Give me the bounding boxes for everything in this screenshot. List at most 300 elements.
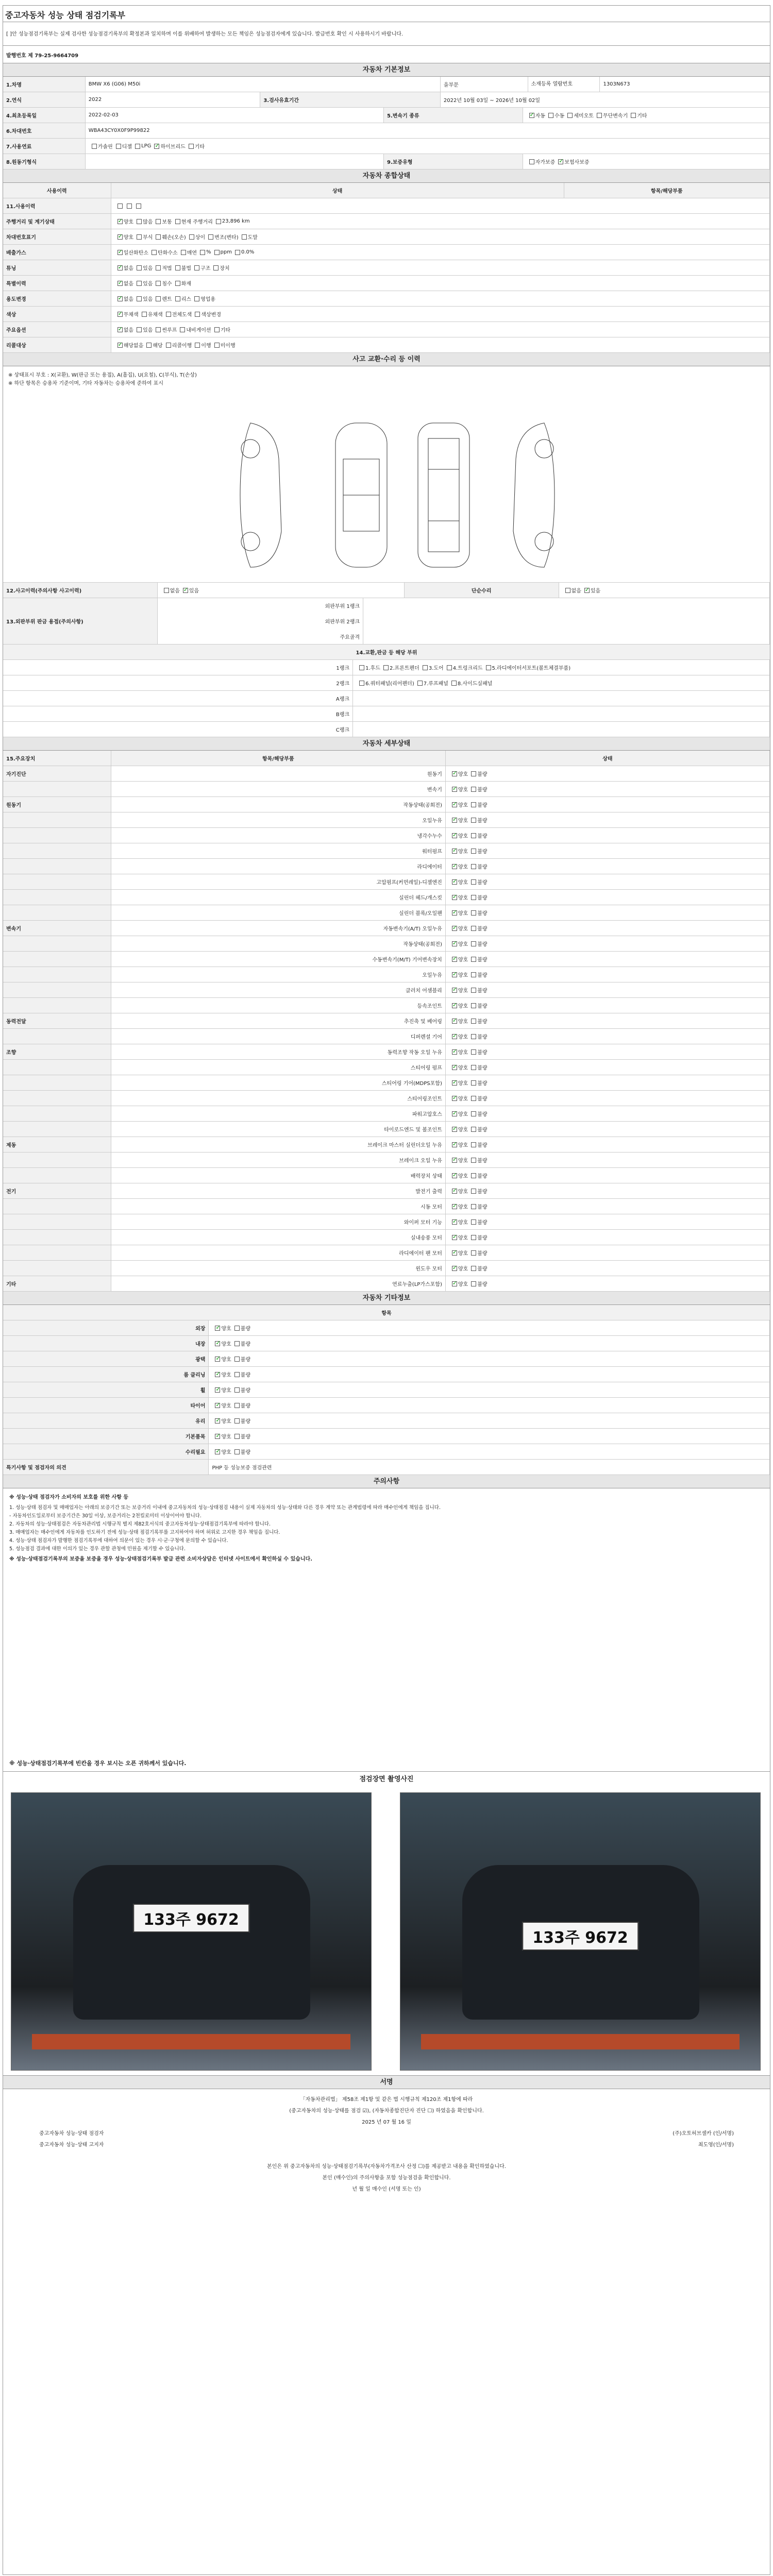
detail-group: 변속기 xyxy=(3,921,111,936)
general-row xyxy=(3,260,770,276)
status-label: 불량 xyxy=(477,1205,488,1210)
checkbox-icon xyxy=(471,1127,476,1132)
part-label: 2.프론트펜더 xyxy=(389,666,419,671)
col-state: 상태 xyxy=(111,183,564,198)
option-label: 미이행 xyxy=(220,343,236,349)
other-label: 수리필요 xyxy=(3,1444,209,1459)
checkbox-icon xyxy=(565,588,570,593)
caution-line: 5. 성능점검 결과에 대한 이의가 있는 경우 관할 관청에 민원을 제기할 수 있습니다. xyxy=(9,1546,186,1552)
rank-parts xyxy=(353,722,770,737)
other-options xyxy=(209,1320,770,1335)
col-part: 항목/해당부품 xyxy=(564,183,770,198)
opt: 기타 xyxy=(194,144,205,150)
option-label: 불량 xyxy=(240,1450,251,1455)
signature-block xyxy=(3,2089,770,2223)
checkbox-icon xyxy=(452,988,457,993)
photo-rear xyxy=(400,1792,761,2071)
car-bottom-icon xyxy=(405,418,482,572)
status-label: 양호 xyxy=(458,803,468,808)
other-options xyxy=(209,1382,770,1397)
detail-status xyxy=(446,1013,770,1028)
status-label: 불량 xyxy=(477,1266,488,1272)
detail-row xyxy=(3,1075,770,1091)
section-sign: 서명 xyxy=(3,2076,770,2089)
other-label: 외장 xyxy=(3,1320,209,1335)
checkbox-icon xyxy=(215,1372,220,1377)
checkbox-icon xyxy=(452,864,457,869)
option-label: 양호 xyxy=(221,1357,231,1363)
sign-date: 2025 년 07 월 16 일 xyxy=(362,2120,411,2125)
status-label: 양호 xyxy=(458,787,468,793)
status-label: 양호 xyxy=(458,895,468,901)
option-label: 양호 xyxy=(221,1450,231,1455)
checkbox-icon xyxy=(452,771,457,776)
status-label: 불량 xyxy=(477,1220,488,1226)
detail-row xyxy=(3,1091,770,1106)
checkbox-icon xyxy=(471,972,476,977)
detail-group xyxy=(3,1199,111,1214)
option-label: 없음 xyxy=(123,297,134,302)
other-row xyxy=(3,1336,770,1351)
section-accident: 사고 교환·수리 등 이력 xyxy=(3,353,770,366)
photo-row xyxy=(3,1787,770,2076)
status-label: 양호 xyxy=(458,973,468,978)
sign-line: 본인은 위 중고자동차의 성능·상태점검기록부(자동차가격조사 산정 ☐)를 제공받고 내용을 확인하였습니다. xyxy=(267,2164,506,2170)
checkbox-icon xyxy=(471,1111,476,1116)
option-label: 해당 xyxy=(153,343,163,349)
option-label: 없음 xyxy=(123,281,134,287)
status-label: 불량 xyxy=(477,1235,488,1241)
detail-row xyxy=(3,967,770,982)
checkbox-icon xyxy=(117,234,123,240)
row-accident-history xyxy=(3,583,770,598)
checkbox-icon xyxy=(215,1434,220,1439)
checkbox-icon xyxy=(234,1326,240,1331)
detail-group xyxy=(3,998,111,1013)
checkbox-icon xyxy=(471,1173,476,1178)
option-label: 썬루프 xyxy=(162,328,177,333)
status-label: 불량 xyxy=(477,1065,488,1071)
checkbox-icon xyxy=(183,588,188,593)
parts-title: 14.교환,판금 등 해당 부위 xyxy=(356,650,417,656)
detail-row xyxy=(3,1153,770,1168)
detail-status xyxy=(446,890,770,905)
other-options xyxy=(209,1351,770,1366)
checkbox-icon xyxy=(452,1049,457,1055)
checkbox-icon xyxy=(234,1403,240,1408)
detail-group xyxy=(3,859,111,874)
label-simple-repair: 단순수리 xyxy=(405,583,559,598)
checkbox-icon xyxy=(164,588,169,593)
car-side-left-icon xyxy=(220,418,297,572)
option-label: % xyxy=(206,249,211,255)
option-label: 없음 xyxy=(123,266,134,272)
rank-row xyxy=(3,691,770,706)
detail-group: 조향 xyxy=(3,1044,111,1059)
detail-item: 시동 모터 xyxy=(111,1199,446,1214)
status-label: 불량 xyxy=(477,1251,488,1257)
checkbox-icon xyxy=(471,1266,476,1271)
checkbox-icon xyxy=(471,941,476,946)
notifier-label: 중고자동차 성능·상태 고지자 xyxy=(39,2142,104,2148)
general-label: 배출가스 xyxy=(3,245,111,260)
detail-group xyxy=(3,1168,111,1183)
row-special xyxy=(3,1460,770,1475)
checkbox-icon xyxy=(452,1096,457,1101)
opt: 없음 xyxy=(571,588,581,594)
other-options xyxy=(209,1336,770,1351)
col-item: 항목 xyxy=(381,1311,392,1316)
other-options xyxy=(209,1444,770,1459)
general-rows xyxy=(3,198,770,353)
option-label: 양호 xyxy=(221,1326,231,1332)
detail-row xyxy=(3,1245,770,1261)
detail-group xyxy=(3,1091,111,1106)
opt: LPG xyxy=(141,143,152,149)
checkbox-icon xyxy=(471,818,476,823)
damage-diagram xyxy=(3,366,770,583)
other-label: 휠 xyxy=(3,1382,209,1397)
section-detail: 자동차 세부상태 xyxy=(3,737,770,751)
option-label: 양호 xyxy=(221,1388,231,1394)
checkbox-icon xyxy=(558,159,563,164)
status-label: 양호 xyxy=(458,1004,468,1009)
label-reg: 을부문 xyxy=(441,77,528,92)
rank-label: 1랭크 xyxy=(3,660,353,675)
checkbox-icon xyxy=(529,159,534,164)
checkbox-icon xyxy=(471,879,476,885)
status-label: 불량 xyxy=(477,1050,488,1056)
detail-item: 냉각수누수 xyxy=(111,828,446,843)
status-label: 양호 xyxy=(458,911,468,917)
checkbox-icon xyxy=(452,895,457,900)
legend-line: ※ 하단 항목은 승용차 기준이며, 기타 자동차는 승용차에 준하여 표시 xyxy=(8,381,163,386)
other-label: 유리 xyxy=(3,1413,209,1428)
detail-group xyxy=(3,1106,111,1121)
document-number: 발행번호 제 79-25-9664709 xyxy=(3,46,770,63)
option-label: 변조(변타) xyxy=(214,235,239,241)
other-options xyxy=(209,1398,770,1413)
checkbox-icon xyxy=(156,265,161,270)
general-row xyxy=(3,229,770,245)
detail-item: 수동변속기(M/T) 기어변속장치 xyxy=(111,952,446,967)
rank-parts xyxy=(353,691,770,706)
status-label: 양호 xyxy=(458,834,468,839)
photo-front xyxy=(11,1792,372,2071)
other-row xyxy=(3,1398,770,1413)
general-label: 주요옵션 xyxy=(3,322,111,337)
detail-rows xyxy=(3,766,770,1292)
detail-group xyxy=(3,1153,111,1167)
sign-line: 본인 (매수인)의 주의사항을 포함 성능점검을 확인합니다. xyxy=(322,2175,451,2181)
status-label: 불량 xyxy=(477,1174,488,1179)
row-model xyxy=(3,77,770,92)
checkbox-icon xyxy=(452,1142,457,1147)
checkbox-icon xyxy=(486,665,491,670)
document-note: [ ]안 성능점검기록부는 실제 검사한 성능점검기록부의 확정본과 일치하며 이를 위배하여 발생하는 모든 책임은 성능점검자에게 있습니다. 발급번호 확인 시 사용하시기 바랍니다. xyxy=(3,22,770,46)
checkbox-icon xyxy=(471,802,476,807)
detail-row xyxy=(3,1230,770,1245)
checkbox-icon xyxy=(235,250,240,255)
general-row xyxy=(3,245,770,260)
checkbox-icon xyxy=(166,312,171,317)
row-parts-title xyxy=(3,645,770,660)
general-row xyxy=(3,337,770,353)
option-label: 불량 xyxy=(240,1342,251,1347)
checkbox-icon xyxy=(452,802,457,807)
caution-line: 3. 매매업자는 매수인에게 자동차를 인도하기 전에 성능·상태 점검기록부를 고지하여야 하며 허위로 고지한 경우 책임을 집니다. xyxy=(9,1530,280,1535)
checkbox-icon xyxy=(452,972,457,977)
car-top-icon xyxy=(323,418,400,572)
detail-item: 실린더 헤드/개스킷 xyxy=(111,890,446,905)
detail-status xyxy=(446,859,770,874)
inspector-name: (주)오토허브셀카 (인/서명) xyxy=(673,2131,734,2137)
detail-status xyxy=(446,766,770,781)
status-label: 양호 xyxy=(458,988,468,994)
detail-status xyxy=(446,936,770,951)
caution-line: 1. 성능·상태 점검자 및 매매업자는 아래의 보증기간 또는 보증거리 이내에 중고자동차의 성능·상태점검 내용이 실제 자동차의 성능·상태와 다른 경우 계약 또는 관계법령에 따라 매수인에게 책임을 집니다. xyxy=(9,1505,441,1511)
checkbox-icon xyxy=(452,818,457,823)
checkbox-icon xyxy=(194,296,199,301)
option-label: 있음 xyxy=(143,297,153,302)
other-label: 광택 xyxy=(3,1351,209,1366)
detail-item: 라디에이터 팬 모터 xyxy=(111,1245,446,1260)
status-label: 불량 xyxy=(477,895,488,901)
general-options xyxy=(111,214,770,229)
checkbox-icon xyxy=(471,1142,476,1147)
detail-status xyxy=(446,1153,770,1167)
label-panel: 13.외판부위 판금 용접(주의사항) xyxy=(3,598,158,644)
label-fuel: 7.사용연료 xyxy=(3,139,86,154)
general-label: 11.사용이력 xyxy=(3,198,111,213)
detail-status xyxy=(446,905,770,920)
status-label: 불량 xyxy=(477,1189,488,1195)
checkbox-icon xyxy=(213,265,219,270)
detail-row xyxy=(3,1168,770,1183)
document-title: 중고자동차 성능 상태 점검기록부 xyxy=(3,6,770,22)
rank-label: 주요골격 xyxy=(340,634,360,640)
warranty-options xyxy=(523,154,770,169)
checkbox-icon xyxy=(447,665,452,670)
checkbox-icon xyxy=(452,1019,457,1024)
option-label: 유채색 xyxy=(147,312,163,318)
detail-group: 전기 xyxy=(3,1183,111,1198)
status-label: 불량 xyxy=(477,834,488,839)
detail-status xyxy=(446,967,770,982)
detail-status xyxy=(446,1199,770,1214)
detail-status xyxy=(446,1029,770,1044)
label-model: 1.차명 xyxy=(3,77,86,92)
option-label: 구조 xyxy=(200,266,211,272)
month-label: 월 xyxy=(359,2187,364,2192)
status-label: 양호 xyxy=(458,1096,468,1102)
checkbox-icon xyxy=(117,312,123,317)
detail-item: 디퍼렌셜 기어 xyxy=(111,1029,446,1044)
checkbox-icon xyxy=(452,1158,457,1163)
checkbox-icon xyxy=(127,204,132,209)
general-label: 용도변경 xyxy=(3,291,111,306)
detail-item: 원동기 xyxy=(111,766,446,781)
checkbox-icon xyxy=(597,113,602,118)
status-label: 양호 xyxy=(458,1127,468,1133)
checkbox-icon xyxy=(452,926,457,931)
detail-status xyxy=(446,1214,770,1229)
inspection-record xyxy=(3,5,770,2575)
status-label: 불량 xyxy=(477,1019,488,1025)
detail-item: 실내송풍 모터 xyxy=(111,1230,446,1245)
checkbox-icon xyxy=(181,250,186,255)
col-main: 15.주요장치 xyxy=(3,751,111,766)
option-label: 양호 xyxy=(221,1419,231,1425)
rank-label: C랭크 xyxy=(3,722,353,737)
status-label: 불량 xyxy=(477,926,488,932)
checkbox-icon xyxy=(156,296,161,301)
part-label: 5.라디에이터서포트(볼트체결부품) xyxy=(492,666,571,671)
checkbox-icon xyxy=(452,941,457,946)
detail-group: 원동기 xyxy=(3,797,111,812)
part-label: 1.후드 xyxy=(365,666,380,671)
status-label: 양호 xyxy=(458,772,468,777)
caution-line: - 자동차인도일로부터 보증기간은 30일 이상, 보증거리는 2천킬로미터 이상이어야 합니다. xyxy=(9,1513,201,1519)
sign-hint: (서명 또는 인) xyxy=(389,2187,421,2192)
checkbox-icon xyxy=(175,281,180,286)
option-label: 불법 xyxy=(181,266,192,272)
checkbox-icon xyxy=(152,250,157,255)
checkbox-icon xyxy=(631,113,636,118)
detail-group: 자기진단 xyxy=(3,766,111,781)
checkbox-icon xyxy=(189,234,194,240)
checkbox-icon xyxy=(452,910,457,916)
checkbox-icon xyxy=(452,787,457,792)
option-label: 양호 xyxy=(221,1372,231,1378)
detail-status xyxy=(446,1245,770,1260)
status-label: 양호 xyxy=(458,865,468,870)
detail-group xyxy=(3,1245,111,1260)
detail-group xyxy=(3,1122,111,1137)
detail-item: 동력조향 작동 오일 누유 xyxy=(111,1044,446,1059)
section-caution: 주의사항 xyxy=(3,1475,770,1488)
detail-group xyxy=(3,782,111,796)
status-label: 양호 xyxy=(458,880,468,886)
detail-item: 스티어링조인트 xyxy=(111,1091,446,1106)
checkbox-icon xyxy=(156,234,161,240)
status-label: 양호 xyxy=(458,1065,468,1071)
detail-row xyxy=(3,843,770,859)
checkbox-icon xyxy=(215,1326,220,1331)
buyer-label: 매수인 xyxy=(372,2187,387,2192)
caution-line: 4. 성능·상태 점검자가 발행한 점검기록부에 대하여 의문이 있는 경우 시·군·구청에 문의할 수 있습니다. xyxy=(9,1538,228,1544)
status-label: 불량 xyxy=(477,803,488,808)
option-label: 있음 xyxy=(143,266,153,272)
detail-row xyxy=(3,921,770,936)
detail-row xyxy=(3,998,770,1013)
checkbox-icon xyxy=(175,219,180,224)
detail-row xyxy=(3,1060,770,1075)
detail-group: 동력전달 xyxy=(3,1013,111,1028)
detail-row xyxy=(3,766,770,782)
checkbox-icon xyxy=(142,312,147,317)
checkbox-icon xyxy=(215,1403,220,1408)
checkbox-icon xyxy=(548,113,553,118)
status-label: 양호 xyxy=(458,849,468,855)
checkbox-icon xyxy=(452,1080,457,1086)
status-label: 불량 xyxy=(477,880,488,886)
checkbox-icon xyxy=(156,327,161,332)
checkbox-icon xyxy=(214,250,220,255)
detail-group xyxy=(3,874,111,889)
detail-row xyxy=(3,1214,770,1230)
car-side-right-icon xyxy=(498,418,575,572)
general-row xyxy=(3,214,770,229)
checkbox-icon xyxy=(234,1357,240,1362)
status-label: 양호 xyxy=(458,1189,468,1195)
lift-platform xyxy=(421,2034,740,2049)
detail-group: 기타 xyxy=(3,1276,111,1291)
row-year xyxy=(3,92,770,108)
option-label: 불량 xyxy=(240,1434,251,1440)
general-header xyxy=(3,183,770,198)
option-label: 없음 xyxy=(123,328,134,333)
checkbox-icon xyxy=(117,343,123,348)
detail-row xyxy=(3,1199,770,1214)
general-row xyxy=(3,276,770,291)
opt: 보험사보증 xyxy=(564,160,590,165)
detail-row xyxy=(3,828,770,843)
detail-status xyxy=(446,1261,770,1276)
detail-group xyxy=(3,952,111,967)
status-label: 양호 xyxy=(458,1174,468,1179)
label-firstreg: 4.최초등록일 xyxy=(3,108,86,123)
detail-row xyxy=(3,874,770,890)
general-options xyxy=(111,276,770,291)
detail-row xyxy=(3,1122,770,1137)
checkbox-icon xyxy=(214,327,220,332)
checkbox-icon xyxy=(234,1418,240,1423)
caution-block xyxy=(3,1488,770,1772)
detail-item: 발전기 출력 xyxy=(111,1183,446,1198)
checkbox-icon xyxy=(215,1387,220,1393)
opt: 하이브리드 xyxy=(160,144,186,150)
detail-status xyxy=(446,828,770,843)
checkbox-icon xyxy=(471,787,476,792)
checkbox-icon xyxy=(146,343,152,348)
value-valid: 2022년 10월 03일 ~ 2026년 10월 02일 xyxy=(441,92,770,107)
checkbox-icon xyxy=(471,1189,476,1194)
detail-item: 파워고압호스 xyxy=(111,1106,446,1121)
label-trans: 5.변속기 종류 xyxy=(384,108,523,123)
detail-status xyxy=(446,1183,770,1198)
detail-item: 배력장치 상태 xyxy=(111,1168,446,1183)
status-label: 불량 xyxy=(477,818,488,824)
detail-group xyxy=(3,1029,111,1044)
status-label: 불량 xyxy=(477,1081,488,1087)
checkbox-icon xyxy=(234,1387,240,1393)
detail-row xyxy=(3,1137,770,1153)
other-header xyxy=(3,1305,770,1320)
section-basic-info: 자동차 기본정보 xyxy=(3,63,770,77)
status-label: 양호 xyxy=(458,926,468,932)
detail-row xyxy=(3,812,770,828)
detail-item: 자동변속기(A/T) 오일누유 xyxy=(111,921,446,936)
status-label: 불량 xyxy=(477,1282,488,1287)
detail-item: 변속기 xyxy=(111,782,446,796)
detail-status xyxy=(446,1044,770,1059)
checkbox-icon xyxy=(471,1003,476,1008)
status-label: 양호 xyxy=(458,1158,468,1164)
caution-heading: ※ 성능·상태점검기록부의 보증을 보증을 경우 성능·상태점검기록부 발급 관련 소비자상담은 인터넷 사이트에서 확인하실 수 있습니다. xyxy=(9,1556,313,1562)
opt: 있음 xyxy=(189,588,199,594)
checkbox-icon xyxy=(116,144,121,149)
